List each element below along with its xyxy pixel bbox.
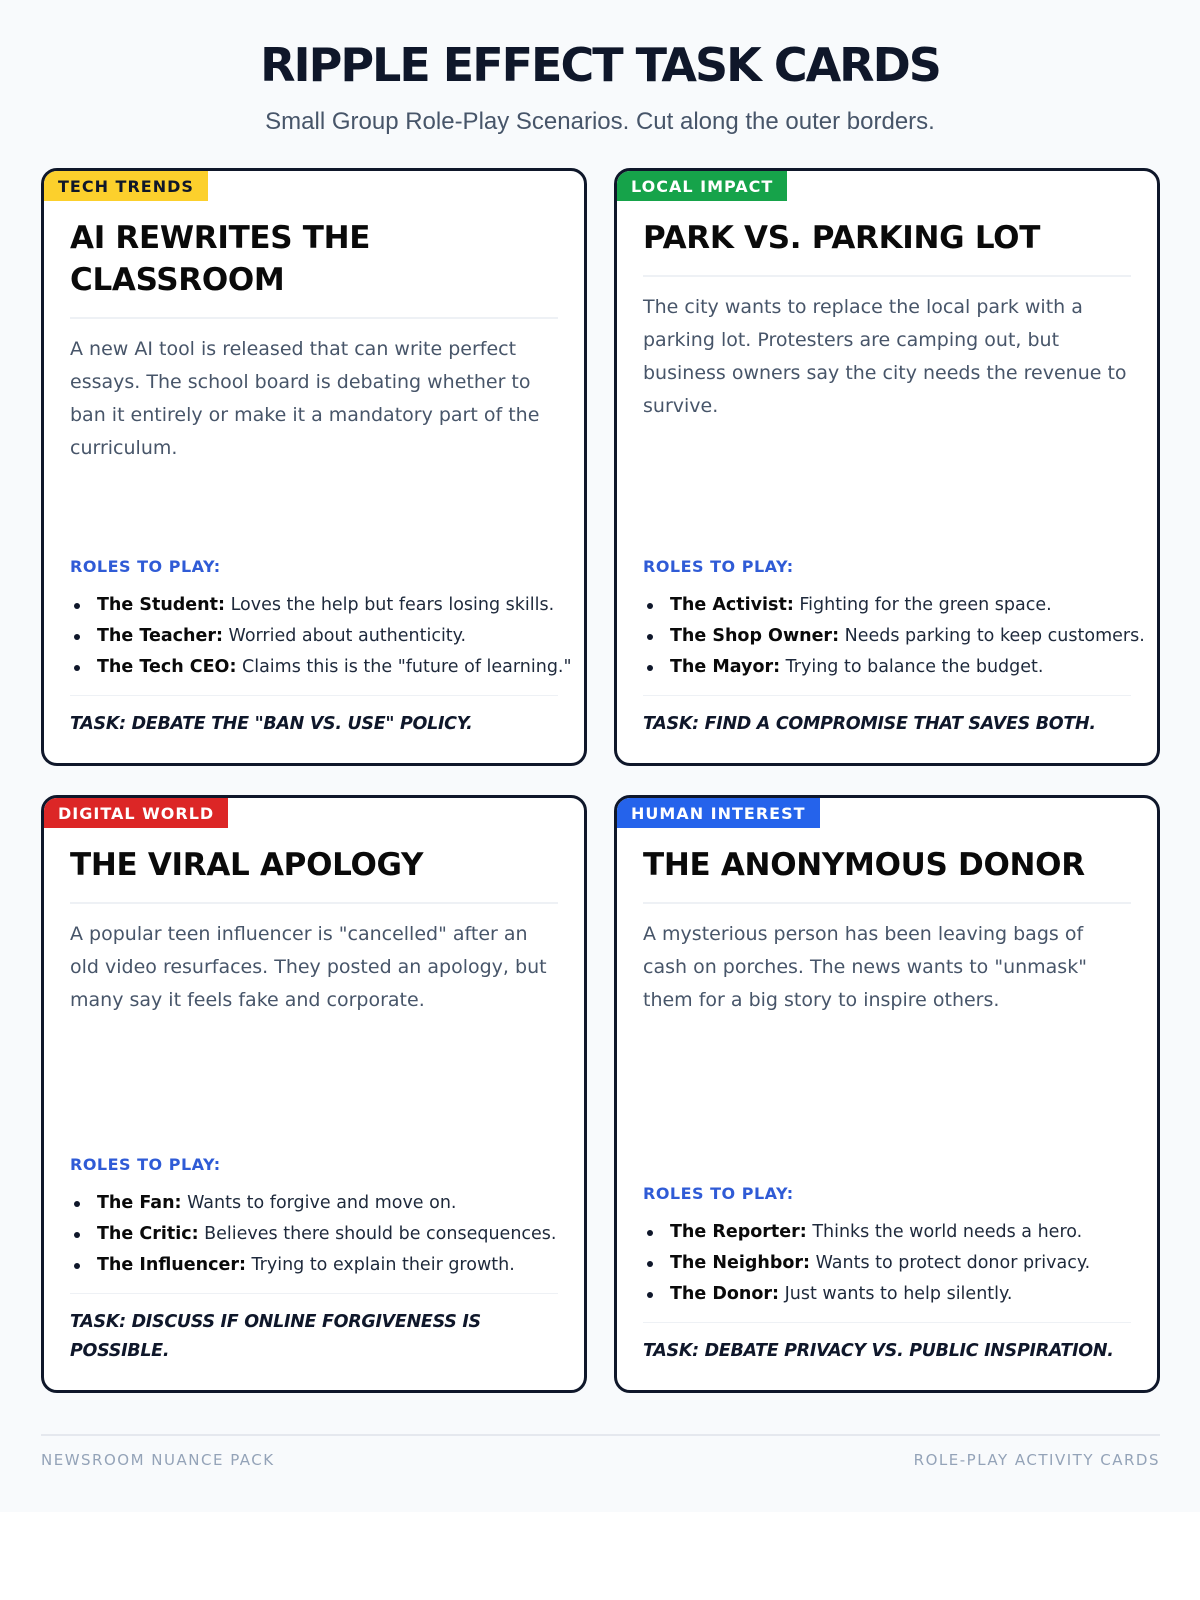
role-name: The Neighbor: <box>670 1253 811 1273</box>
bullet-icon <box>74 665 80 671</box>
roles-list <box>70 1188 558 1281</box>
task-card-local-impact <box>614 168 1160 766</box>
roles-list <box>70 590 572 683</box>
role-name: The Donor: <box>670 1284 780 1304</box>
task-card-human-interest <box>614 795 1160 1393</box>
role-description: Wants to protect donor privacy. <box>810 1253 1091 1273</box>
bullet-icon <box>647 1292 653 1298</box>
category-badge: HUMAN INTEREST <box>617 798 820 828</box>
role-item <box>70 652 572 683</box>
role-name: The Reporter: <box>670 1222 807 1242</box>
role-name: The Tech CEO: <box>97 657 237 677</box>
role-item <box>70 1219 558 1250</box>
task-instruction: TASK: DEBATE THE "BAN VS. USE" POLICY. <box>70 695 558 739</box>
role-name: The Mayor: <box>670 657 781 677</box>
role-description: Worried about authenticity. <box>222 626 467 646</box>
role-name: The Critic: <box>97 1224 199 1244</box>
card-content <box>643 844 1131 1390</box>
bullet-icon <box>74 634 80 640</box>
role-description: Believes there should be consequences. <box>198 1224 557 1244</box>
card-title: PARK VS. PARKING LOT <box>643 217 1131 277</box>
role-item <box>643 1279 1131 1310</box>
role-description: Claims this is the "future of learning." <box>236 657 572 677</box>
role-name: The Teacher: <box>97 626 223 646</box>
role-item <box>70 1250 558 1281</box>
roles-list <box>643 590 1145 683</box>
role-name: The Activist: <box>670 595 794 615</box>
role-name: The Influencer: <box>97 1255 246 1275</box>
role-description: Just wants to help silently. <box>779 1284 1013 1304</box>
role-description: Trying to explain their growth. <box>245 1255 515 1275</box>
role-name: The Student: <box>97 595 226 615</box>
role-description: Loves the help but fears losing skills. <box>225 595 555 615</box>
role-name: The Fan: <box>97 1193 182 1213</box>
task-instruction: TASK: DEBATE PRIVACY VS. PUBLIC INSPIRATION. <box>643 1322 1131 1366</box>
bullet-icon <box>74 1232 80 1238</box>
roles-label: ROLES TO PLAY: <box>643 557 794 576</box>
card-title: AI REWRITES THE CLASSROOM <box>70 217 558 319</box>
category-badge: LOCAL IMPACT <box>617 171 787 201</box>
scenario-text: A mysterious person has been leaving bags of cash on porches. The news wants to "unmask" them for a big story to inspire others. <box>643 923 1087 1011</box>
bullet-icon <box>647 665 653 671</box>
role-item <box>643 652 1131 683</box>
task-instruction: TASK: FIND A COMPROMISE THAT SAVES BOTH. <box>643 695 1131 739</box>
card-content <box>70 844 558 1390</box>
task-card-digital-world <box>41 795 587 1393</box>
role-name: The Shop Owner: <box>670 626 840 646</box>
role-item <box>643 590 1131 621</box>
bullet-icon <box>74 603 80 609</box>
task-card-tech-trends <box>41 168 587 766</box>
role-item <box>70 621 558 652</box>
bullet-icon <box>647 1261 653 1267</box>
bullet-icon <box>74 1263 80 1269</box>
role-item <box>70 590 558 621</box>
page-subtitle: Small Group Role-Play Scenarios. Cut along the outer borders. <box>265 108 935 135</box>
role-description: Wants to forgive and move on. <box>181 1193 457 1213</box>
role-description: Trying to balance the budget. <box>780 657 1044 677</box>
roles-label: ROLES TO PLAY: <box>70 1155 221 1174</box>
roles-label: ROLES TO PLAY: <box>70 557 221 576</box>
bullet-icon <box>647 1230 653 1236</box>
role-item <box>643 1248 1131 1279</box>
card-content <box>643 217 1145 763</box>
footer-activity-label: ROLE-PLAY ACTIVITY CARDS <box>913 1451 1160 1469</box>
scenario-text: The city wants to replace the local park with a parking lot. Protesters are camping out, but business owners say the city needs the revenue to survive. <box>643 296 1127 417</box>
bullet-icon <box>74 1201 80 1207</box>
card-title: THE ANONYMOUS DONOR <box>643 844 1131 904</box>
bullet-icon <box>647 603 653 609</box>
scenario-text: A new AI tool is released that can write perfect essays. The school board is debating whether to ban it entirely or make it a mandatory part of the curriculum. <box>70 338 540 459</box>
role-item <box>643 621 1145 652</box>
bullet-icon <box>647 634 653 640</box>
footer-divider <box>41 1434 1160 1436</box>
category-badge: TECH TRENDS <box>44 171 208 201</box>
role-item <box>70 1188 558 1219</box>
role-description: Needs parking to keep customers. <box>839 626 1145 646</box>
card-content <box>70 217 572 763</box>
role-item <box>643 1217 1131 1248</box>
scenario-text: A popular teen influencer is "cancelled" after an old video resurfaces. They posted an apology, but many say it feels fake and corporate. <box>70 923 547 1011</box>
role-description: Fighting for the green space. <box>793 595 1052 615</box>
role-description: Thinks the world needs a hero. <box>806 1222 1083 1242</box>
footer-pack-name: NEWSROOM NUANCE PACK <box>41 1451 275 1469</box>
page-title: RIPPLE EFFECT TASK CARDS <box>260 38 940 92</box>
task-instruction: TASK: DISCUSS IF ONLINE FORGIVENESS IS POSSIBLE. <box>70 1293 558 1366</box>
category-badge: DIGITAL WORLD <box>44 798 228 828</box>
roles-label: ROLES TO PLAY: <box>643 1184 794 1203</box>
card-title: THE VIRAL APOLOGY <box>70 844 558 904</box>
roles-list <box>643 1217 1131 1310</box>
